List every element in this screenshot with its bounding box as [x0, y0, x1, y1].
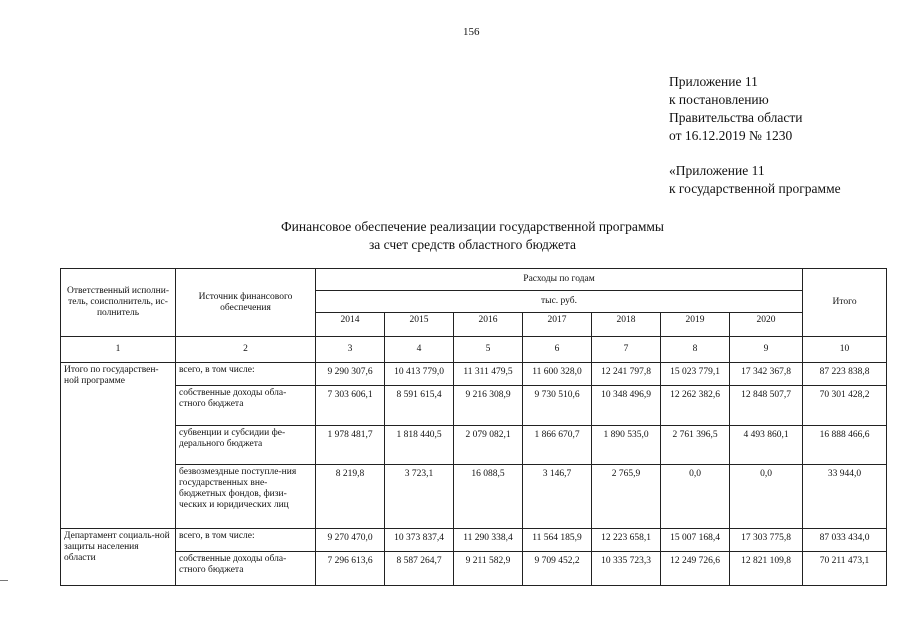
- total-cell: 87 223 838,8: [803, 363, 887, 386]
- document-title: [0, 218, 905, 254]
- value-cell: 1 866 670,7: [523, 426, 592, 465]
- value-cell: 9 270 470,0: [316, 529, 385, 552]
- value-cell: 1 890 535,0: [592, 426, 661, 465]
- table-row: [61, 552, 887, 586]
- value-cell: 7 296 613,6: [316, 552, 385, 586]
- header-year: 2017: [523, 313, 592, 337]
- margin-mark: [0, 580, 8, 581]
- value-cell: 12 223 658,1: [592, 529, 661, 552]
- value-cell: 12 848 507,7: [730, 386, 803, 426]
- appendix-quote-block: [669, 162, 841, 198]
- value-cell: 16 088,5: [454, 465, 523, 529]
- appendix-quote-line: «Приложение 11: [669, 163, 765, 178]
- value-cell: 15 007 168,4: [661, 529, 730, 552]
- value-cell: 2 765,9: [592, 465, 661, 529]
- value-cell: 4 493 860,1: [730, 426, 803, 465]
- column-index-cell: 7: [592, 337, 661, 363]
- column-index-cell: 2: [176, 337, 316, 363]
- header-expenses: Расходы по годам: [316, 269, 803, 291]
- table-row: [61, 426, 887, 465]
- value-cell: 9 211 582,9: [454, 552, 523, 586]
- value-cell: 12 249 726,6: [661, 552, 730, 586]
- appendix-line: от 16.12.2019 № 1230: [669, 128, 793, 143]
- total-cell: 16 888 466,6: [803, 426, 887, 465]
- appendix-line: к постановлению: [669, 92, 769, 107]
- header-year: 2018: [592, 313, 661, 337]
- value-cell: 7 303 606,1: [316, 386, 385, 426]
- total-cell: 70 301 428,2: [803, 386, 887, 426]
- appendix-line: Приложение 11: [669, 74, 758, 89]
- executor-cell: Департамент социаль-ной защиты населения области: [61, 529, 176, 586]
- value-cell: 8 587 264,7: [385, 552, 454, 586]
- column-index-cell: 3: [316, 337, 385, 363]
- column-index-cell: 1: [61, 337, 176, 363]
- title-line-1: Финансовое обеспечение реализации государственной программы: [281, 219, 664, 234]
- value-cell: 9 709 452,2: [523, 552, 592, 586]
- value-cell: 3 146,7: [523, 465, 592, 529]
- header-year: 2015: [385, 313, 454, 337]
- value-cell: 0,0: [730, 465, 803, 529]
- source-cell: всего, в том числе:: [176, 529, 316, 552]
- value-cell: 12 262 382,6: [661, 386, 730, 426]
- source-cell: всего, в том числе:: [176, 363, 316, 386]
- value-cell: 2 079 082,1: [454, 426, 523, 465]
- header-year: 2019: [661, 313, 730, 337]
- appendix-quote-line: к государственной программе: [669, 181, 841, 196]
- table-row: [61, 363, 887, 386]
- value-cell: 9 290 307,6: [316, 363, 385, 386]
- table-row: [61, 465, 887, 529]
- value-cell: 1 978 481,7: [316, 426, 385, 465]
- value-cell: 8 219,8: [316, 465, 385, 529]
- column-index-cell: 4: [385, 337, 454, 363]
- value-cell: 17 303 775,8: [730, 529, 803, 552]
- page-number: 156: [463, 26, 480, 38]
- header-executor: Ответственный исполни-тель, соисполнитель, ис-полнитель: [61, 269, 176, 337]
- value-cell: 10 348 496,9: [592, 386, 661, 426]
- appendix-block: [669, 73, 802, 145]
- column-index-cell: 8: [661, 337, 730, 363]
- total-cell: 33 944,0: [803, 465, 887, 529]
- source-cell: безвозмездные поступле-ния государственных вне-бюджетных фондов, физи-ческих и юридических лиц: [176, 465, 316, 529]
- value-cell: 17 342 367,8: [730, 363, 803, 386]
- header-unit: тыс. руб.: [316, 291, 803, 313]
- title-line-2: за счет средств областного бюджета: [368, 237, 577, 252]
- value-cell: 11 600 328,0: [523, 363, 592, 386]
- value-cell: 0,0: [661, 465, 730, 529]
- value-cell: 3 723,1: [385, 465, 454, 529]
- value-cell: 9 730 510,6: [523, 386, 592, 426]
- header-year: 2014: [316, 313, 385, 337]
- header-year: 2020: [730, 313, 803, 337]
- value-cell: 9 216 308,9: [454, 386, 523, 426]
- value-cell: 10 335 723,3: [592, 552, 661, 586]
- financing-table: [60, 268, 887, 586]
- total-cell: 70 211 473,1: [803, 552, 887, 586]
- total-cell: 87 033 434,0: [803, 529, 887, 552]
- value-cell: 10 373 837,4: [385, 529, 454, 552]
- value-cell: 12 821 109,8: [730, 552, 803, 586]
- column-index-cell: 10: [803, 337, 887, 363]
- source-cell: собственные доходы обла-стного бюджета: [176, 552, 316, 586]
- value-cell: 11 290 338,4: [454, 529, 523, 552]
- column-index-cell: 9: [730, 337, 803, 363]
- value-cell: 1 818 440,5: [385, 426, 454, 465]
- value-cell: 11 311 479,5: [454, 363, 523, 386]
- value-cell: 12 241 797,8: [592, 363, 661, 386]
- column-index-cell: 5: [454, 337, 523, 363]
- header-total: Итого: [803, 269, 887, 337]
- value-cell: 11 564 185,9: [523, 529, 592, 552]
- value-cell: 10 413 779,0: [385, 363, 454, 386]
- table-row: [61, 386, 887, 426]
- source-cell: собственные доходы обла-стного бюджета: [176, 386, 316, 426]
- source-cell: субвенции и субсидии фе-дерального бюджета: [176, 426, 316, 465]
- header-source: Источник финансового обеспечения: [176, 269, 316, 337]
- value-cell: 2 761 396,5: [661, 426, 730, 465]
- table-row: [61, 529, 887, 552]
- value-cell: 15 023 779,1: [661, 363, 730, 386]
- column-index-cell: 6: [523, 337, 592, 363]
- header-year: 2016: [454, 313, 523, 337]
- appendix-line: Правительства области: [669, 110, 803, 125]
- value-cell: 8 591 615,4: [385, 386, 454, 426]
- executor-cell: Итого по государствен-ной программе: [61, 363, 176, 529]
